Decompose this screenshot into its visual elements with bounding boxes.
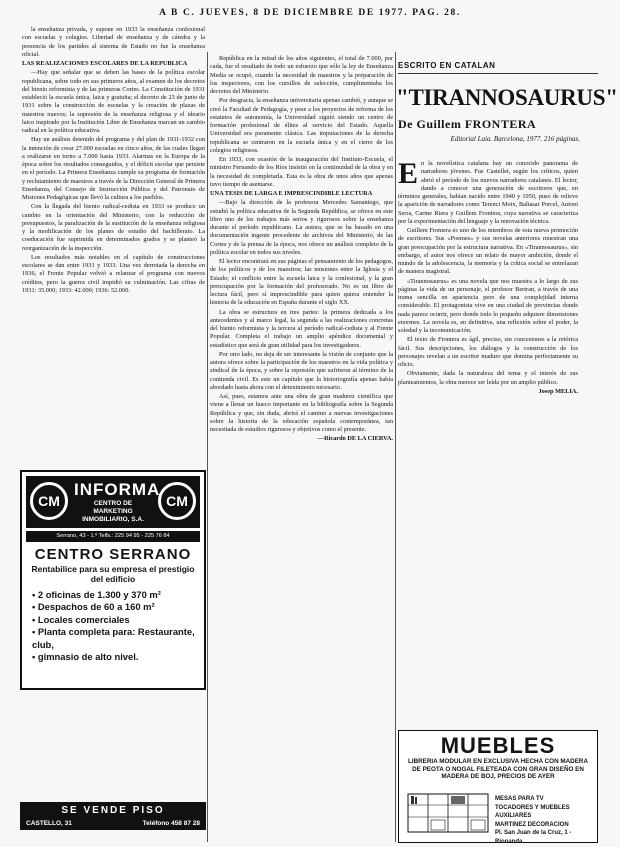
drop-cap: E: [398, 160, 419, 190]
article-paragraph: [398, 160, 578, 226]
bookcase-illustration-icon: [407, 793, 489, 833]
review-bibliography: Editorial Laia. Barcelona, 1977. 216 páginas.: [450, 135, 580, 143]
muebles-subtitle: LIBRERIA MODULAR EN EXCLUSIVA HECHA CON MADERA DE PEOTA O NOGAL FILETEADA CON GRAN DISEÑO EN MADERA DE BOJ, PRECIOS DE AYER: [407, 758, 589, 781]
review-body: [398, 160, 578, 728]
article-paragraph: Los resultados más notables en el capítulo de construcciones escolares se dan entre 1931 y 1933. Una vez derrotada la derecha en 1936, el Frente Popular volvió a relanzar el programa con nuevos créditos, pero la guerra civil impidió su culminación. Las cifras de 1931: 35.000; 1933: 42.000; 1936: 52.000.: [22, 253, 205, 294]
muebles-details: [495, 795, 593, 846]
section-rule: [398, 73, 598, 74]
article-paragraph: Así, pues, estamos ante una obra de gran madurez científica que viene a llenar un hueco importante en la bibliografía sobre la Segunda República y que, sin duda, abrirá el camino a nuevas investigaciones sobre la historia de la educación española contemporánea, tan necesitada de estudios rigurosos y objetivos como el presente.: [210, 393, 393, 433]
article-column-1: [22, 26, 205, 454]
article-paragraph: «Tirannosaurus» es una novela que nos muestra a lo largo de sus páginas la vida de un personaje, el profesor Bertran, a través de una trama sencilla en apariencia pero de una complejidad interna considerable. El protagonista vive en una ciudad de provincias donde nada parece ocurrir, pero donde todo lo pequeño adquiere dimensiones enormes. La novela es, en definitiva, una reflexión sobre el poder, la soledad y la incomunicación.: [398, 277, 578, 334]
section-subheading: LAS REALIZACIONES ESCOLARES DE LA REPUBLICA: [22, 60, 188, 67]
muebles-line: Pl. San Juan de la Cruz, 1 - Rionanda: [495, 830, 572, 845]
article-signature: Josep MELIA.: [538, 387, 578, 395]
cm-logo-icon: CM: [30, 482, 68, 520]
article-paragraph: En 1933, con ocasión de la inauguración del Instituto-Escuela, el ministro Fernando de los Ríos insistió en la continuidad de la obra y en la necesidad de completarla. Esta es la obra de unos años que apenas tuvo tiempo de asentarse.: [210, 156, 393, 188]
page-header: A B C. JUEVES, 8 DE DICIEMBRE DE 1977. PAG. 28.: [159, 8, 461, 18]
muebles-line: AUXILIARES: [495, 813, 532, 819]
muebles-title: MUEBLES: [440, 733, 556, 758]
section-label: ESCRITO EN CATALAN: [398, 61, 496, 70]
article-paragraph: —Bajo la dirección de la profesora Mercedes Samaniego, que estudió la política educativa de la Segunda República, se ofrece en este libro uno de los trabajos más serios y rigurosos sobre la enseñanza durante el período republicano. La autora, que se ha basado en una documentación ingente procedente de archivos del Ministerio, de las Cortes y de la prensa de la época, nos ofrece un análisis completo de la política escolar en todos sus niveles.: [210, 199, 393, 256]
se-vende-phone: Teléfono 458 87 28: [142, 820, 200, 827]
informa-advertisement[interactable]: [20, 470, 206, 690]
centro-serrano-tagline: Rentabilice para su empresa el prestigio del edificio: [31, 564, 195, 584]
centro-serrano-title: CENTRO SERRANO: [34, 546, 192, 563]
se-vende-contact: [22, 818, 204, 829]
muebles-advertisement[interactable]: [398, 730, 598, 843]
review-title: "TIRANNOSAURUS": [396, 85, 618, 110]
se-vende-piso-advertisement[interactable]: [20, 802, 206, 830]
article-paragraph: Con la llegada del bienio radical-cedista en 1933 se produce un cambio en la orientación del Ministerio, con la reducción de presupuestos, la paralización de la sustitución de la enseñanza religiosa y la modificación de los planes de estudio del bachillerato. La coeducación fue suprimida en determinados grados y se planteó la reorganización de la inspección.: [22, 203, 205, 252]
paragraph-text: n la novelística catalana hay un conocido panorama de narradores jóvenes. Fue Castellet, según los críticos, quien abrió el período de los nuevos narradores catalanes. El lector, dando a conocer una generación de escritores que, en términos generales, habían nacido entre 1940 y 1950, puso de relieve la aparición de narradores como Terenci Moix, Baltasar Porcel, Antoni Serra, Carme Riera y Guillem Frontera, cuya narrativa se caracteriza por la experimentación del lenguaje y la renovación técnica.: [398, 160, 578, 225]
informa-title: INFORMA: [74, 480, 161, 499]
muebles-line: MESAS PARA TV: [495, 796, 544, 802]
article-paragraph: —Hay que señalar que se deben las bases de la política escolar republicana, sobre todo en sus primeros años, al examen de los decretos del bienio reformista y de las primeras Cortes. La Constitución de 1931 estableció la escuela única, laica y gratuita; el decreto de 23 de junio de 1931 sobre la construcción de escuelas y la creación de plazas de maestros nuevos; la supresión de la enseñanza religiosa y el ideario laico inspirado por la Institución Libre de Enseñanza marcan un cambio radical en la política educativa.: [22, 69, 205, 134]
list-item: • 2 oficinas de 1.300 y 370 m²: [32, 589, 198, 601]
column-divider: [207, 52, 208, 842]
article-paragraph: República en la mitad de los años siguientes, el total de 7.000, por cada, fue el resultado de todo un esfuerzo que sólo la ley de Enseñanza Media se ocupó, cuando la necesidad de maestros y la preparación de los inspectores, con los cursillos de selección, cumplimentaba los decretos del Ministerio.: [210, 55, 393, 95]
review-byline: De Guillem FRONTERA: [398, 117, 537, 131]
article-paragraph: Guillem Frontera es uno de los miembros de esta nueva promoción de escritores. Sus «Poemes» y sus novelas anteriores muestran una gran preocupación por la estructura narrativa. En «Tirannosaurus», sin embargo, el autor nos ofrece un relato de mayor ambición, donde el mundo de la adolescencia, la memoria y la crítica social se entrelazan de manera magistral.: [398, 227, 578, 276]
muebles-line: MARTINEZ DECORACION: [495, 821, 569, 828]
article-paragraph: Por desgracia, la enseñanza universitaria apenas cambió, y aunque se creó la Facultad de Pedagogía, y pese a los proyectos de reforma de los estatutos de autonomía, la Universidad siguió siendo un centro de formación profesional de élites al servicio del Estado. Aquella Universidad era puramente clásica. Las imputaciones de la derecha republicana se centraron en la escuela única y en el cierre de los colegios religiosos.: [210, 97, 393, 154]
list-item: • gimnasio de alto nivel.: [32, 651, 198, 663]
centro-serrano-list: [32, 589, 198, 663]
informa-address: Serrano, 43 - 1.º Telfs.: 225 94 95 - 225 76 84: [26, 531, 200, 542]
se-vende-street: CASTELLO, 31: [26, 820, 72, 827]
article-paragraph: la enseñanza privada, y supone en 1933 la enseñanza confesional con escuelas y colegios. Libertad de enseñanza y de cátedra y la presencia de los partidos al sistema de Estado no fue la enseñanza oficial.: [22, 26, 205, 58]
article-signature: —Ricardo DE LA CIERVA.: [317, 435, 393, 443]
article-paragraph: Por otro lado, no deja de ser interesante la visión de conjunto que la autora ofrece sobre la participación de los maestros en la vida política y sindical de la época, y sobre la represión que sufrieron al término de la contienda civil. Es este un capítulo que la historiografía apenas había abordado hasta ahora con el detenimiento necesario.: [210, 350, 393, 391]
se-vende-title: SE VENDE PISO: [22, 804, 204, 818]
article-paragraph: El lector encontrará en sus páginas el pensamiento de los pedagogos, de los políticos y de los maestros; las tensiones entre la Iglesia y el Estado; el conflicto entre la escuela laica y la confesional, y la gran preocupación por la formación del profesorado. No es un libro de lectura fácil, pero sí imprescindible para quien quiera entender la historia de la educación en España durante el siglo XX.: [210, 258, 393, 307]
informa-subtitle: CENTRO DE MARKETING INMOBILIARIO, S.A.: [82, 500, 144, 523]
article-paragraph: La obra se estructura en tres partes: la primera dedicada a los antecedentes y al marco legal, la segunda a las realizaciones concretas del bienio reformista y la tercera al período radical-cedista y al Frente Popular. Completa el trabajo un amplio apéndice documental y estadístico que será de gran utilidad para los investigadores.: [210, 308, 393, 349]
article-paragraph: Hay un análisis detenido del programa y del plan de 1931-1932 con la intención de crear 27.000 escuelas en cinco años, de las cuales llegan a realizarse en torno a 7.000 hasta 1933. Alarmas en la Europa de la época sobre los resultados conseguidos, y el déficit escolar que persiste en el período. La Primera Enseñanza cumple su programa de formación y reclutamiento de maestros a través de la Dirección General de Primera Enseñanza, del Consejo de Instrucción Pública y del Patronato de Misiones Pedagógicas que llevó la cultura a los pueblos.: [22, 136, 205, 201]
cm-logo-icon: CM: [158, 482, 196, 520]
column-divider: [395, 52, 396, 842]
informa-logo-banner: [26, 476, 200, 528]
list-item: • Locales comerciales: [32, 614, 198, 626]
muebles-line: TOCADORES Y MUEBLES: [495, 804, 570, 811]
article-column-2: [210, 55, 393, 843]
article-paragraph: Obviamente, dada la naturaleza del tema y el interés de sus planteamientos, la obra merece ser leída por un amplio público.: [398, 370, 578, 386]
list-item: • Planta completa para: Restaurante, club,: [32, 626, 198, 651]
section-subheading: UNA TESIS DE LARGA E IMPRESCINDIBLE LECTURA: [210, 190, 373, 197]
article-paragraph: El texto de Frontera es ágil, preciso, sin concesiones a la retórica fácil. Sus descripciones, los diálogos y la construcción de los personajes revelan a un escritor maduro que domina perfectamente su oficio.: [398, 336, 578, 368]
list-item: • Despachos de 60 a 160 m²: [32, 601, 198, 613]
